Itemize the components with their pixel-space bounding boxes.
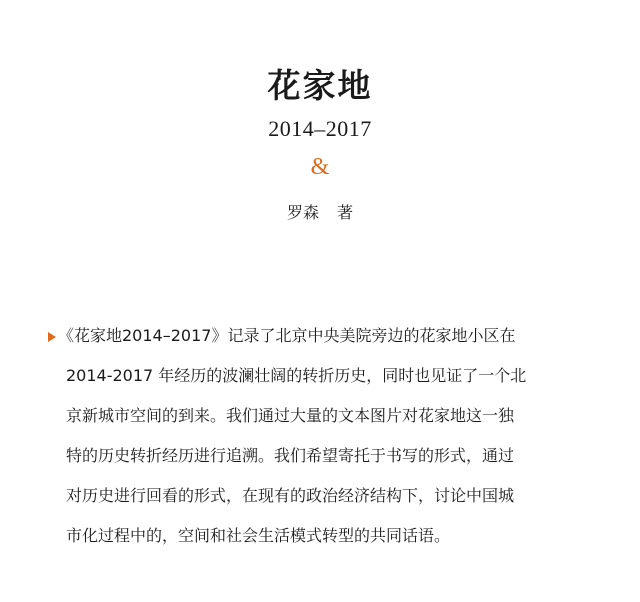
- description-line-4: 特的历史转折经历进行追溯。我们希望寄托于书写的形式，通过: [66, 446, 515, 465]
- author-role: 著: [337, 203, 354, 222]
- description-line-6: 市化过程中的，空间和社会生活模式转型的共同话语。: [66, 526, 451, 545]
- book-title: 花家地: [267, 66, 373, 105]
- book-years: 2014–2017: [268, 116, 372, 141]
- author-line: [0, 200, 640, 223]
- description-line-5: 对历史进行回看的形式，在现有的政治经济结构下，讨论中国城: [66, 486, 515, 505]
- triangle-right-icon: [48, 332, 56, 342]
- description-line-2: 2014-2017 年经历的波澜壮阔的转折历史，同时也见证了一个北: [66, 366, 527, 385]
- author-name: 罗森: [286, 203, 319, 222]
- description-line-1: 《花家地2014–2017》记录了北京中央美院旁边的花家地小区在: [58, 326, 516, 345]
- ampersand-ornament: &: [310, 154, 330, 180]
- description-line-3: 京新城市空间的到来。我们通过大量的文本图片对花家地这一独: [66, 406, 515, 425]
